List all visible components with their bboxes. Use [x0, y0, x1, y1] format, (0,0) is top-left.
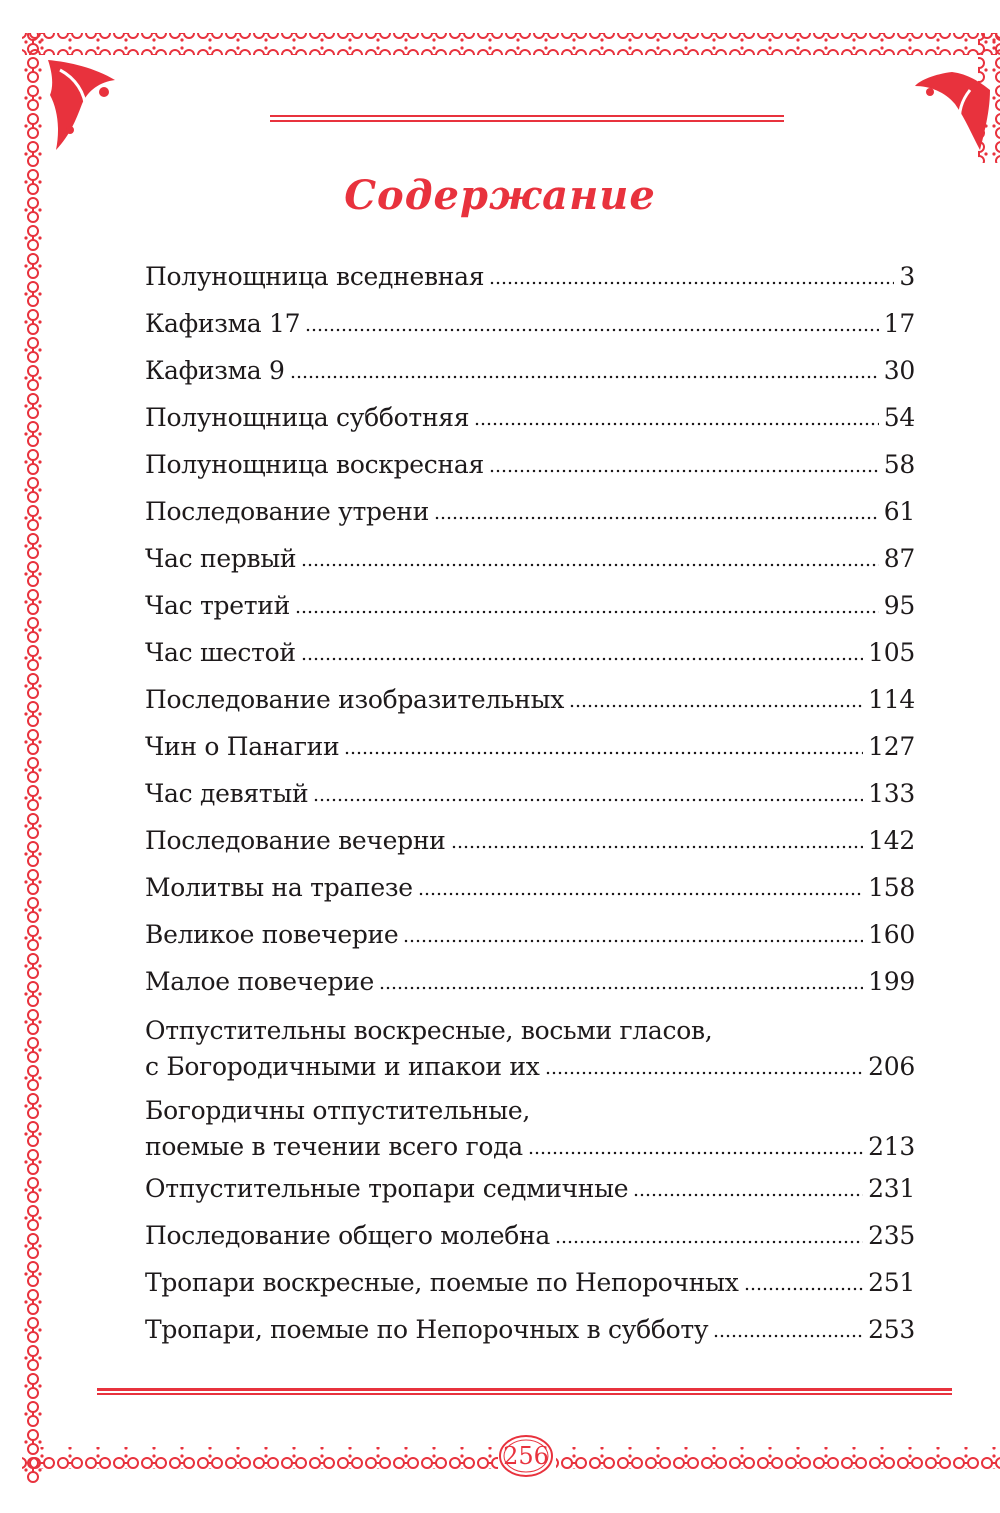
toc-entry[interactable] [145, 488, 915, 535]
toc-entry[interactable] [145, 817, 915, 864]
toc-entry-label: Кафизма 9 [145, 356, 285, 385]
toc-entry-label: Малое повечерие [145, 967, 375, 996]
toc-entry-page: 235 [868, 1221, 915, 1250]
toc-entry-page: 253 [868, 1315, 915, 1344]
toc-entry-label: Полунощница воскресная [145, 450, 484, 479]
toc-entry-label-line2: поемые в течении всего года [145, 1132, 523, 1161]
toc-entry[interactable] [145, 770, 915, 817]
corner-flourish-right [915, 72, 990, 150]
toc-entry-page: 95 [883, 591, 915, 620]
toc-entry-page: 251 [868, 1268, 915, 1297]
toc-entry[interactable] [145, 394, 915, 441]
toc-entry[interactable] [145, 535, 915, 582]
toc-entry[interactable] [145, 1085, 915, 1165]
toc-entry[interactable] [145, 1306, 915, 1353]
toc-entry-page: 87 [883, 544, 915, 573]
toc-entry[interactable] [145, 864, 915, 911]
toc-entry-label: Тропари воскресные, поемые по Непорочных [145, 1268, 739, 1297]
toc-entry[interactable] [145, 441, 915, 488]
leader-dots [301, 657, 863, 661]
toc-entry[interactable] [145, 1212, 915, 1259]
toc-entry[interactable] [145, 911, 915, 958]
toc-entry-label: Тропари, поемые по Непорочных в субботу [145, 1315, 709, 1344]
leader-dots [713, 1334, 863, 1338]
leader-dots [379, 986, 863, 990]
toc-entry-page: 105 [868, 638, 915, 667]
toc-entry-label: Великое повечерие [145, 920, 399, 949]
toc-entry-label: Последование изобразительных [145, 685, 565, 714]
toc-entry-label: Кафизма 17 [145, 309, 301, 338]
toc-entry-label: Последование вечерни [145, 826, 446, 855]
leader-dots [489, 281, 894, 285]
toc-entry-page: 3 [899, 262, 915, 291]
toc-entry-page: 231 [868, 1174, 915, 1203]
toc-entry[interactable] [145, 629, 915, 676]
leader-dots [418, 892, 863, 896]
toc-entry-label: Час шестой [145, 638, 296, 667]
toc-entry[interactable] [145, 582, 915, 629]
toc-entry[interactable] [145, 676, 915, 723]
page-number: 256 [503, 1442, 549, 1470]
leader-dots [305, 328, 879, 332]
toc-entry-label-line1: Богордичны отпустительные, [145, 1096, 531, 1125]
toc-entry-label-line1: Отпустительны воскресные, восьми гласов, [145, 1016, 713, 1045]
toc-entry[interactable] [145, 958, 915, 1005]
leader-dots [489, 469, 879, 473]
toc-entry-label: Час первый [145, 544, 297, 573]
toc-entry[interactable] [145, 347, 915, 394]
leader-dots [301, 563, 879, 567]
leader-dots [555, 1240, 863, 1244]
leader-dots [744, 1287, 864, 1291]
leader-dots [434, 516, 879, 520]
leader-dots [528, 1151, 863, 1155]
toc-entry[interactable] [145, 1005, 915, 1085]
toc-entry-page: 61 [883, 497, 915, 526]
toc-entry-label: Полунощница вседневная [145, 262, 485, 291]
toc-entry-page: 54 [883, 403, 915, 432]
toc-entry-page: 133 [868, 779, 915, 808]
page-title: Содержание [344, 172, 656, 219]
toc-entry[interactable] [145, 723, 915, 770]
leader-dots [295, 610, 879, 614]
toc-entry-label: Последование утрени [145, 497, 429, 526]
leader-dots [569, 704, 863, 708]
toc-entry-page: 114 [868, 685, 915, 714]
toc-entry[interactable] [145, 253, 915, 300]
toc-entry-page: 213 [868, 1132, 915, 1161]
top-double-rule [270, 115, 784, 122]
corner-flourish-left [48, 60, 115, 150]
toc-entry-label: Молитвы на трапезе [145, 873, 413, 902]
bottom-double-rule [97, 1388, 952, 1395]
toc-entry-page: 142 [868, 826, 915, 855]
toc-entry-page: 158 [868, 873, 915, 902]
leader-dots [290, 375, 879, 379]
leader-dots [633, 1193, 863, 1197]
toc-entry-page: 160 [868, 920, 915, 949]
table-of-contents [145, 253, 915, 1353]
toc-entry-label: Полунощница субботняя [145, 403, 470, 432]
toc-entry-page: 206 [868, 1052, 915, 1081]
toc-entry[interactable] [145, 1259, 915, 1306]
leader-dots [344, 751, 863, 755]
toc-entry-label: Час третий [145, 591, 290, 620]
leader-dots [451, 845, 864, 849]
toc-entry-label: Час девятый [145, 779, 309, 808]
toc-entry-label: Чин о Панагии [145, 732, 340, 761]
toc-entry-page: 58 [883, 450, 915, 479]
leader-dots [403, 939, 863, 943]
toc-entry[interactable] [145, 1165, 915, 1212]
leader-dots [313, 798, 863, 802]
toc-entry[interactable] [145, 300, 915, 347]
toc-entry-label: Последование общего молебна [145, 1221, 550, 1250]
leader-dots [545, 1071, 864, 1075]
toc-entry-page: 199 [868, 967, 915, 996]
toc-entry-page: 17 [883, 309, 915, 338]
leader-dots [474, 422, 879, 426]
toc-entry-page: 127 [868, 732, 915, 761]
toc-entry-page: 30 [883, 356, 915, 385]
toc-entry-label: Отпустительные тропари седмичные [145, 1174, 629, 1203]
toc-entry-label-line2: с Богородичными и ипакои их [145, 1052, 540, 1081]
